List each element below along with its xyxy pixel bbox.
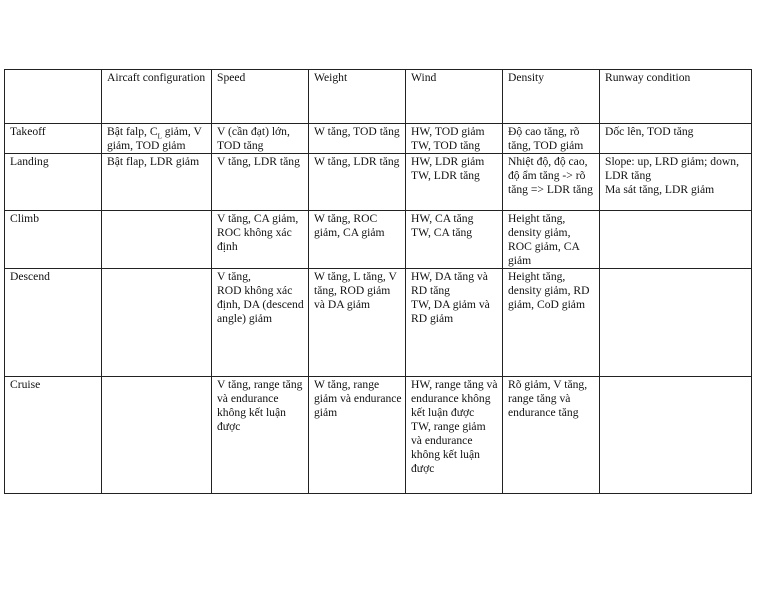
table-cell [600, 124, 752, 154]
table-cell [503, 154, 600, 211]
table-cell [503, 377, 600, 494]
header-cell-runway: Runway condition [600, 70, 752, 124]
cell-line: TW, range giảm và endurance không kết luận được [411, 420, 486, 475]
cell-line: V tăng, [217, 270, 251, 283]
table-cell [503, 211, 600, 269]
table-cell [309, 124, 406, 154]
table-cell [212, 377, 309, 494]
cell-line: HW, CA tăng [411, 212, 474, 225]
table-cell [309, 211, 406, 269]
table-row-cruise [5, 377, 752, 494]
header-cell-speed: Speed [212, 70, 309, 124]
phase-cell: Takeoff [5, 124, 102, 154]
phase-cell: Climb [5, 211, 102, 269]
header-cell-aircraft-config: Aircaft configuration [102, 70, 212, 124]
header-cell-weight: Weight [309, 70, 406, 124]
table-cell [406, 377, 503, 494]
table-cell [600, 211, 752, 269]
cell-line: Height tăng, density giảm, RD giảm, CoD giảm [508, 270, 590, 311]
effects-table [4, 69, 752, 494]
cell-line: ROD không xác định, DA (descend angle) giảm [217, 284, 304, 325]
cell-line: HW, range tăng và endurance không kết luận được [411, 378, 498, 419]
cell-text: giảm, V giảm, TOD giảm [107, 125, 202, 152]
cell-line: TW, DA giảm và RD giảm [411, 298, 490, 325]
cell-line: Rõ giảm, V tăng, range tăng và endurance tăng [508, 378, 588, 419]
header-cell-density: Density [503, 70, 600, 124]
table-cell [406, 154, 503, 211]
cell-line: Bật flap, LDR giảm [107, 155, 200, 168]
cell-line: TW, TOD tăng [411, 139, 481, 152]
cell-line: Slope: up, LRD giảm; down, LDR tăng [605, 155, 739, 182]
table-cell [600, 377, 752, 494]
cell-line: W tăng, ROC giảm, CA giảm [314, 212, 385, 239]
cell-line: Height tăng, density giảm, ROC giảm, CA giảm [508, 212, 580, 267]
cell-line: HW, DA tăng và RD tăng [411, 270, 488, 297]
cell-subscript: L [157, 132, 162, 141]
table-cell [102, 377, 212, 494]
cell-line: V tăng, LDR tăng [217, 155, 300, 168]
cell-line: TW, CA tăng [411, 226, 473, 239]
phase-cell: Landing [5, 154, 102, 211]
cell-line: HW, TOD giảm [411, 125, 485, 138]
table-cell [102, 154, 212, 211]
cell-line: V tăng, CA giảm, ROC không xác định [217, 212, 299, 253]
cell-line: V (cần đạt) lớn, TOD tăng [217, 125, 290, 152]
table-cell [309, 154, 406, 211]
cell-line: Nhiệt độ, độ cao, độ ẩm tăng -> rõ tăng => LDR tăng [508, 155, 593, 196]
table-cell [309, 269, 406, 377]
table-cell [406, 124, 503, 154]
table-cell [212, 269, 309, 377]
table-cell [503, 269, 600, 377]
cell-line: Độ cao tăng, rõ tăng, TOD giảm [508, 125, 584, 152]
phase-cell: Descend [5, 269, 102, 377]
table-row-landing [5, 154, 752, 211]
table-cell [600, 154, 752, 211]
table-cell [102, 211, 212, 269]
table-cell [102, 124, 212, 154]
table-row-climb [5, 211, 752, 269]
table-row-descend [5, 269, 752, 377]
cell-line: W tăng, TOD tăng [314, 125, 400, 138]
table-cell [406, 269, 503, 377]
header-row [5, 70, 752, 124]
cell-line: W tăng, L tăng, V tăng, ROD giảm và DA giảm [314, 270, 397, 311]
table-cell [212, 124, 309, 154]
cell-line: HW, LDR giảm [411, 155, 485, 168]
header-cell-wind: Wind [406, 70, 503, 124]
cell-text: Bật falp, C [107, 125, 158, 138]
phase-cell: Cruise [5, 377, 102, 494]
cell-line: Ma sát tăng, LDR giảm [605, 183, 715, 196]
table-cell [212, 154, 309, 211]
table-cell [600, 269, 752, 377]
cell-line: W tăng, LDR tăng [314, 155, 400, 168]
cell-line: W tăng, range giảm và endurance giảm [314, 378, 402, 419]
cell-line: TW, LDR tăng [411, 169, 480, 182]
table-cell [309, 377, 406, 494]
cell-line: V tăng, range tăng và endurance không kết luận được [217, 378, 303, 433]
table-cell [406, 211, 503, 269]
table-row-takeoff [5, 124, 752, 154]
table-cell [503, 124, 600, 154]
table-cell [102, 269, 212, 377]
table-cell [212, 211, 309, 269]
header-cell-0 [5, 70, 102, 124]
cell-line: Dốc lên, TOD tăng [605, 125, 694, 138]
